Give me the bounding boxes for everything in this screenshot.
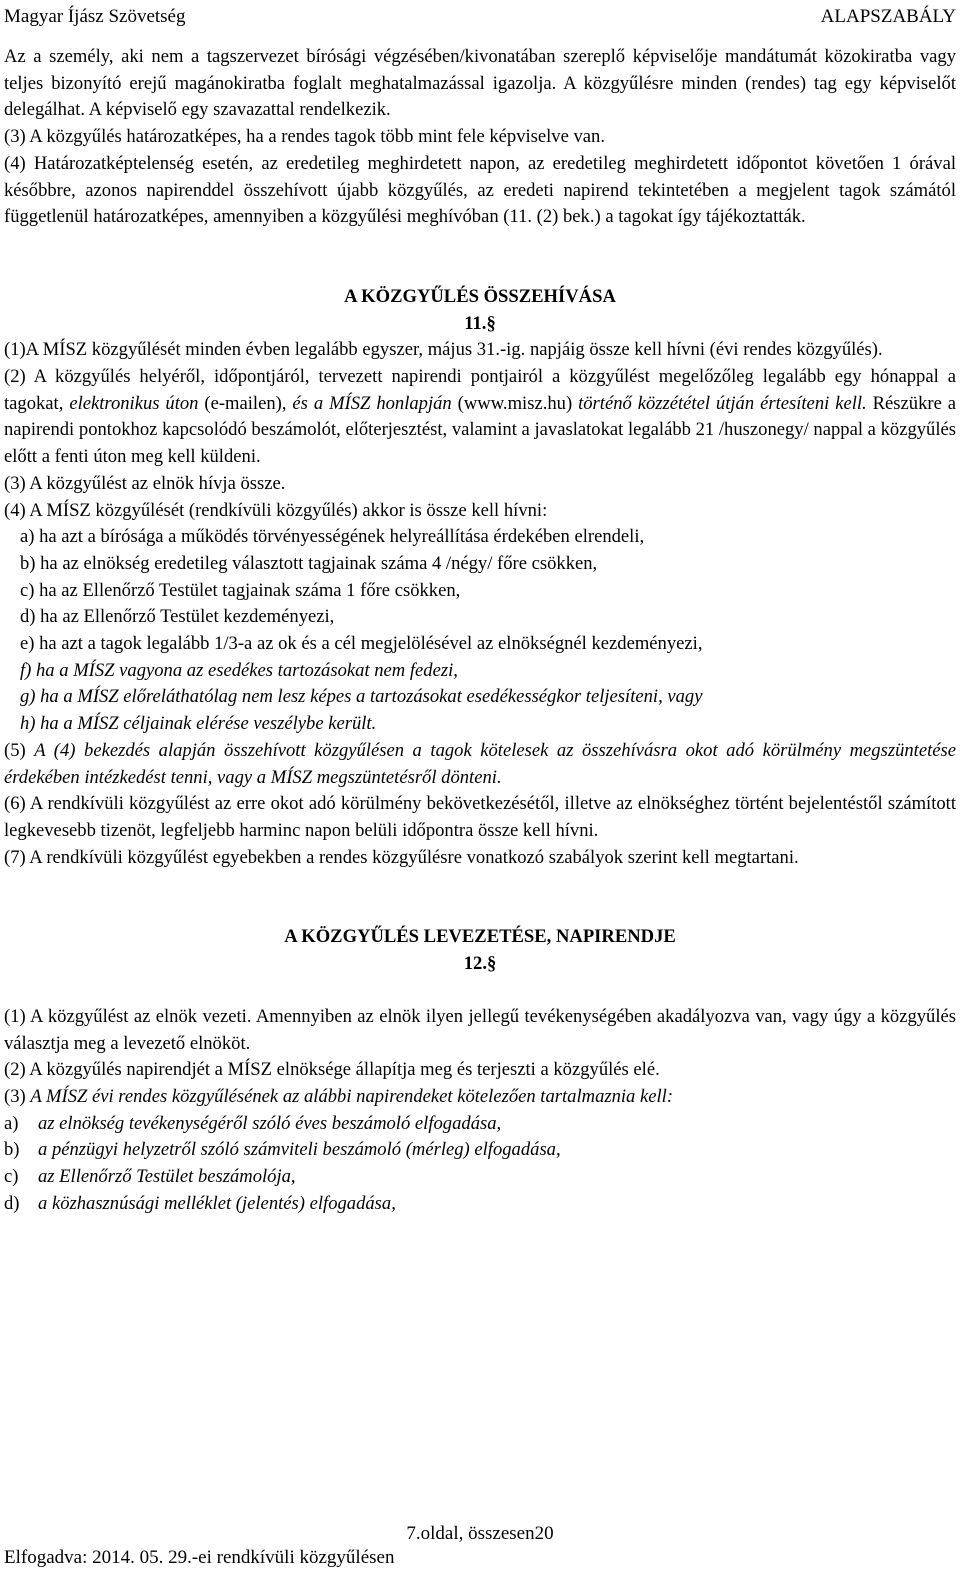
text-run-italic: elektronikus úton bbox=[69, 392, 199, 414]
list-marker: d) bbox=[4, 1192, 20, 1214]
list-item bbox=[4, 684, 956, 711]
list-item bbox=[4, 1191, 956, 1218]
list-item bbox=[4, 1111, 956, 1138]
page-number: 7.oldal, összesen20 bbox=[406, 1523, 554, 1544]
section-11-title: A KÖZGYŰLÉS ÖSSZEHÍVÁSA bbox=[344, 285, 616, 307]
list-marker: c) bbox=[4, 1166, 19, 1188]
list-item: d) ha az Ellenőrző Testület kezdeményezi, bbox=[20, 606, 335, 628]
section-11-number bbox=[4, 311, 956, 338]
text-run: (2) A közgyűlés helyéről, időpontjáról, tervezett napirendi pontjairól a közgyűlést megelőzőleg legalább egy hónappal a tagokat, bbox=[4, 366, 956, 414]
paragraph-12-1: (1) A közgyűlést az elnök vezeti. Amennyiben az elnök ilyen jellegű tevékenységében akadályozva van, vagy úgy a közgyűlés választja meg a levezető elnököt. bbox=[4, 1005, 956, 1054]
paragraph-11-4: (4) A MÍSZ közgyűlését (rendkívüli közgyűlés) akkor is össze kell hívni: bbox=[4, 499, 548, 521]
page-header bbox=[4, 4, 956, 30]
text-run: (www.misz.hu) bbox=[451, 392, 579, 414]
spacer bbox=[4, 871, 956, 924]
section-12-title: A KÖZGYŰLÉS LEVEZETÉSE, NAPIRENDJE bbox=[284, 926, 676, 948]
text-run-italic: g) ha a MÍSZ előreláthatólag nem lesz képes a tartozásokat esedékességkor teljesíteni, vagy bbox=[20, 686, 703, 708]
paragraph-12-2: (2) A közgyűlés napirendjét a MÍSZ elnöksége állapítja meg és terjeszti a közgyűlés elé. bbox=[4, 1059, 660, 1081]
section-12-number bbox=[4, 951, 956, 978]
text-run-italic: f) ha a MÍSZ vagyona az esedékes tartozásokat nem fedezi, bbox=[20, 659, 458, 681]
adoption-note: Elfogadva: 2014. 05. 29.-ei rendkívüli közgyűlésen bbox=[4, 1547, 395, 1568]
text-run-italic: A MÍSZ évi rendes közgyűlésének az alábbi napirendeket kötelezően tartalmaznia kell: bbox=[30, 1085, 674, 1107]
list-item: b) ha az elnökség eredetileg választott tagjainak száma 4 /négy/ főre csökken, bbox=[20, 552, 598, 574]
text-run-italic: az elnökség tevékenységéről szóló éves beszámoló elfogadása, bbox=[38, 1112, 502, 1134]
text-run: (5) bbox=[4, 739, 35, 761]
list-item bbox=[4, 1137, 956, 1164]
paragraph-11-3: (3) A közgyűlést az elnök hívja össze. bbox=[4, 472, 286, 494]
text-run: (3) bbox=[4, 1085, 31, 1107]
text-run-italic: történő közzététel útján értesíteni kell. bbox=[578, 392, 867, 414]
header-document-title: ALAPSZABÁLY bbox=[820, 6, 956, 27]
text-run: Részükre a napirendi pontokhoz kapcsolódó beszámolót, előterjesztést, valamint a javaslatokat legalább 21 /huszonegy/ nappal a közgyűlés előtt a fenti úton meg kell küldeni. bbox=[4, 392, 957, 468]
text-run-italic: A (4) bekezdés alapján összehívott közgyűlésen a tagok kötelesek az összehívásra okot adó körülmény megszüntetése érdekében intézkedést tenni, vagy a MÍSZ megszüntetésről dönteni. bbox=[4, 739, 956, 788]
text-run: (e-mailen), bbox=[198, 392, 293, 414]
paragraph-12-3 bbox=[4, 1084, 956, 1111]
list-item: e) ha azt a tagok legalább 1/3-a az ok és a cél megjelölésével az elnökségnél kezdeményezi, bbox=[20, 633, 703, 655]
section-sign-icon: § bbox=[486, 312, 496, 334]
paragraph-11-7: (7) A rendkívüli közgyűlést egyebekben a rendes közgyűlésre vonatkozó szabályok szerint kell megtartani. bbox=[4, 846, 799, 868]
paragraph-10-4: (4) Határozatképtelenség esetén, az eredetileg meghirdetett napon, az eredetileg meghirdetett időpontot követően 1 órával későbbre, azonos napirenddel összehívott újabb közgyűlés, az eredeti napirend tekintetében a megjelent tagok számától függetlenül határozatképes, amennyiben a közgyűlési meghívóban (11. (2) bek.) a tagokat így tájékoztatták. bbox=[4, 152, 956, 228]
header-organization: Magyar Íjász Szövetség bbox=[4, 6, 186, 27]
section-number: 11. bbox=[464, 312, 487, 334]
list-item bbox=[4, 658, 956, 685]
section-sign-icon: § bbox=[486, 953, 497, 975]
text-run-italic: az Ellenőrző Testület beszámolója, bbox=[38, 1166, 296, 1188]
list-marker: b) bbox=[4, 1139, 20, 1161]
list-marker: a) bbox=[4, 1112, 19, 1134]
spacer bbox=[4, 231, 956, 284]
text-run-italic: h) ha a MÍSZ céljainak elérése veszélybe került. bbox=[20, 713, 377, 735]
spacer bbox=[4, 978, 956, 1004]
paragraph-11-1: (1)A MÍSZ közgyűlését minden évben legalább egyszer, május 31.-ig. napjáig össze kell hívni (évi rendes közgyűlés). bbox=[4, 339, 883, 361]
text-run-italic: és a MÍSZ honlapján bbox=[292, 392, 452, 414]
paragraph-11-5 bbox=[4, 738, 956, 791]
list-item: c) ha az Ellenőrző Testület tagjainak száma 1 főre csökken, bbox=[20, 579, 461, 601]
page-footer bbox=[4, 1522, 956, 1570]
document-body bbox=[4, 44, 956, 1217]
intro-paragraph: Az a személy, aki nem a tagszervezet bírósági végzésében/kivonatában szereplő képviselője mandátumát közokiratba vagy teljes bizonyító erejű magánokiratba foglalt meghatalmazással igazolja. A közgyűlésre minden (rendes) tag egy képviselőt delegálhat. A képviselő egy szavazattal rendelkezik. bbox=[4, 46, 956, 121]
paragraph-11-6: (6) A rendkívüli közgyűlést az erre okot adó körülmény bekövetkezésétől, illetve az elnökséghez történt bejelentéstől számított legkevesebb tizenöt, legfeljebb harminc napon belüli időpontra össze kell hívni. bbox=[4, 793, 956, 841]
paragraph-10-3: (3) A közgyűlés határozatképes, ha a rendes tagok több mint fele képviselve van. bbox=[4, 126, 606, 148]
list-item bbox=[4, 711, 956, 738]
text-run-italic: a közhasznúsági melléklet (jelentés) elfogadása, bbox=[38, 1192, 396, 1214]
paragraph-11-2 bbox=[4, 364, 956, 471]
list-item: a) ha azt a bírósága a működés törvényességének helyreállítása érdekében elrendeli, bbox=[20, 526, 645, 548]
text-run-italic: a pénzügyi helyzetről szóló számviteli beszámoló (mérleg) elfogadása, bbox=[38, 1139, 561, 1161]
section-number: 12. bbox=[463, 953, 487, 975]
list-item bbox=[4, 1164, 956, 1191]
